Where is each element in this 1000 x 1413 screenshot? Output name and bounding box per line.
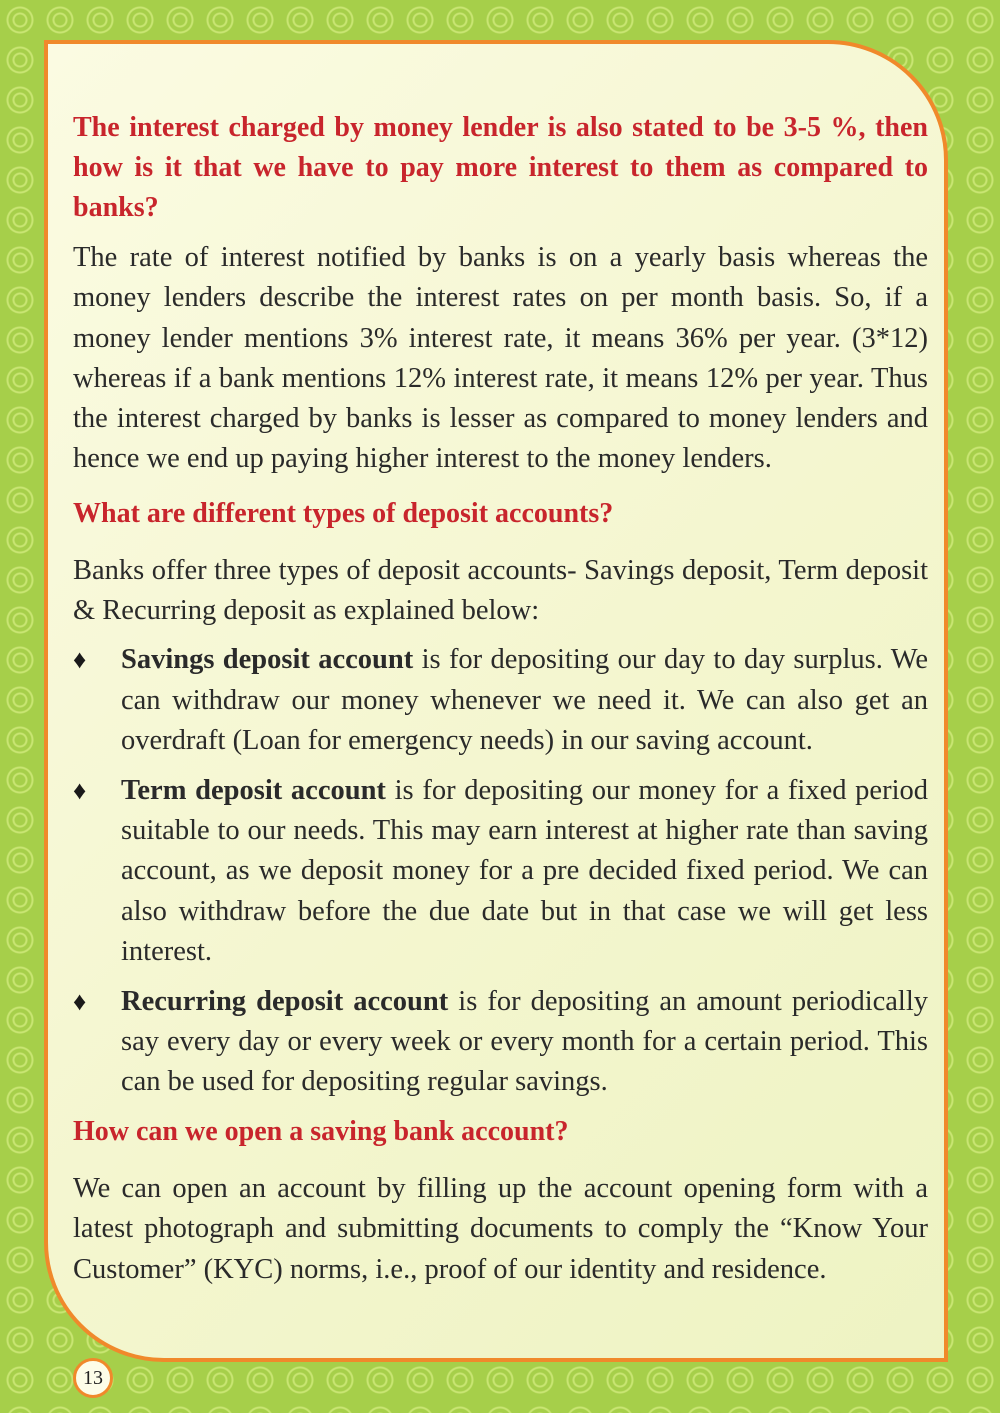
- answer-paragraph: The rate of interest notified by banks is on a yearly basis whereas the money lenders describe the interest rates on per month basis. So, if a money lender mentions 3% interest rate, it means 36% per year. (3*12) whereas if a bank mentions 12% interest rate, it means 12% per year. Thus the interest charged by banks is lesser as compared to money lenders and hence we end up paying higher interest to the money lenders.: [73, 242, 928, 475]
- page-number: 13: [73, 1358, 113, 1398]
- bullet-description: is for depositing our day to day surplus. We can withdraw our money whenever we need it. We can also get an overdraft (Loan for emergency needs) in our saving account.: [121, 644, 928, 756]
- bullet-term: Term deposit account: [121, 774, 386, 806]
- question-heading: What are different types of deposit accounts?: [73, 497, 614, 529]
- diamond-bullet-icon: ♦: [73, 645, 87, 675]
- bullet-text: [121, 982, 928, 1103]
- answer-paragraph: We can open an account by filling up the account opening form with a latest photograph and submitting documents to comply the “Know Your Customer” (KYC) norms, i.e., proof of our identity and residence.: [73, 1173, 928, 1285]
- question-heading: The interest charged by money lender is also stated to be 3-5 %, then how is it that we have to pay more interest to them as compared to banks?: [73, 112, 928, 223]
- bullet-text: [121, 640, 928, 761]
- list-item: [73, 640, 928, 761]
- bullet-description: is for depositing our money for a fixed period suitable to our needs. This may earn interest at higher rate than saving account, as we deposit money for a pre decided fixed period. We can also withdraw before the due date but in that case we will get less interest.: [121, 774, 928, 967]
- list-item: [73, 982, 928, 1103]
- bullet-description: is for depositing an amount periodically say every day or every week or every month for a certain period. This can be used for depositing regular savings.: [121, 985, 928, 1098]
- bullet-term: Recurring deposit account: [121, 985, 449, 1017]
- diamond-bullet-icon: ♦: [73, 775, 87, 805]
- answer-paragraph: Banks offer three types of deposit accounts- Savings deposit, Term deposit & Recurring deposit as explained below:: [73, 554, 928, 627]
- page-content: [73, 108, 928, 1290]
- list-item: [73, 771, 928, 972]
- question-heading: How can we open a saving bank account?: [73, 1116, 569, 1148]
- bullet-term: Savings deposit account: [121, 644, 414, 676]
- diamond-bullet-icon: ♦: [73, 986, 87, 1016]
- bullet-text: [121, 771, 928, 972]
- deposit-types-list: [73, 640, 928, 1102]
